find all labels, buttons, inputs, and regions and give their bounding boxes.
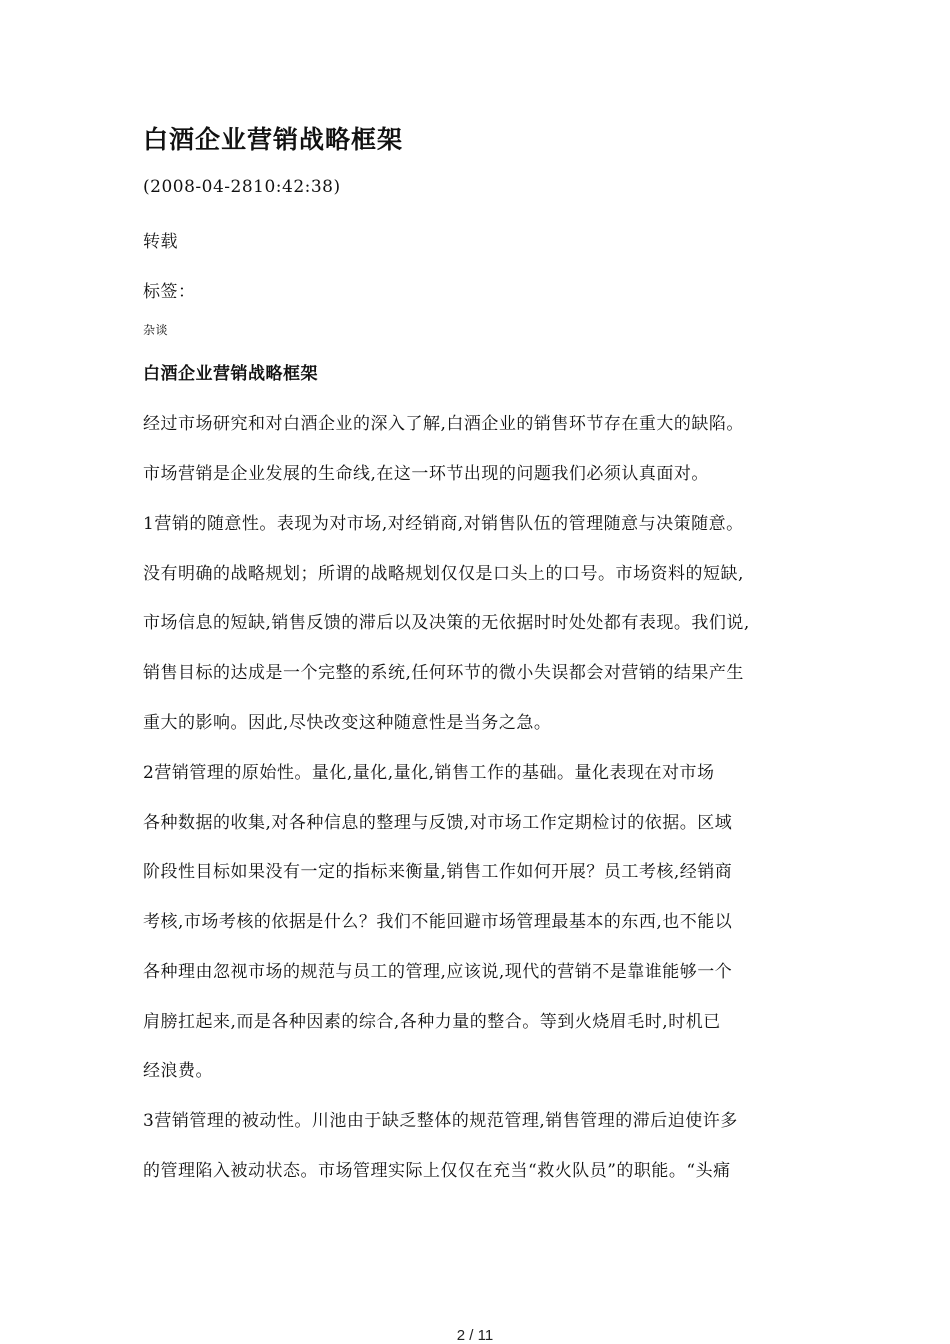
- body-line: 重大的影响。因此,尽快改变这种随意性是当务之急。: [143, 713, 552, 733]
- tag-value: 杂谈: [143, 323, 169, 337]
- body-line: 的管理陷入被动状态。市场管理实际上仅仅在充当“救火队员”的职能。“头痛: [143, 1161, 731, 1181]
- body-line: 市场营销是企业发展的生命线,在这一环节出现的问题我们必须认真面对。: [143, 464, 709, 484]
- timestamp: (2008-04-2810:42:38): [143, 177, 341, 197]
- body-line: 各种数据的收集,对各种信息的整理与反馈,对市场工作定期检讨的依据。区域: [143, 813, 733, 833]
- body-line: 没有明确的战略规划；所谓的战略规划仅仅是口头上的口号。市场资料的短缺,: [143, 564, 744, 584]
- body-line: 2营销管理的原始性。量化,量化,量化,销售工作的基础。量化表现在对市场: [143, 763, 715, 783]
- body-line: 经浪费。: [143, 1061, 213, 1081]
- body-line: 各种理由忽视市场的规范与员工的管理,应该说,现代的营销不是靠谁能够一个: [143, 962, 733, 982]
- body-line: 市场信息的短缺,销售反馈的滞后以及决策的无依据时时处处都有表现。我们说,: [143, 613, 750, 633]
- body-line: 考核,市场考核的依据是什么？我们不能回避市场管理最基本的东西,也不能以: [143, 912, 733, 932]
- tags-label: 标签：: [143, 282, 196, 302]
- section-heading: 白酒企业营销战略框架: [143, 364, 318, 384]
- repost-label: 转载: [143, 232, 178, 252]
- body-line: 肩膀扛起来,而是各种因素的综合,各种力量的整合。等到火烧眉毛时,时机已: [143, 1012, 721, 1032]
- body-line: 阶段性目标如果没有一定的指标来衡量,销售工作如何开展？员工考核,经销商: [143, 862, 733, 882]
- page-indicator: 2 / 11: [456, 1327, 494, 1344]
- body-line: 销售目标的达成是一个完整的系统,任何环节的微小失误都会对营销的结果产生: [143, 663, 744, 683]
- body-line: 3营销管理的被动性。川池由于缺乏整体的规范管理,销售管理的滞后迫使许多: [143, 1111, 738, 1131]
- body-line: 经过市场研究和对白酒企业的深入了解,白酒企业的销售环节存在重大的缺陷。: [143, 414, 744, 434]
- body-line: 1营销的随意性。表现为对市场,对经销商,对销售队伍的管理随意与决策随意。: [143, 514, 744, 534]
- document-title: 白酒企业营销战略框架: [143, 125, 404, 154]
